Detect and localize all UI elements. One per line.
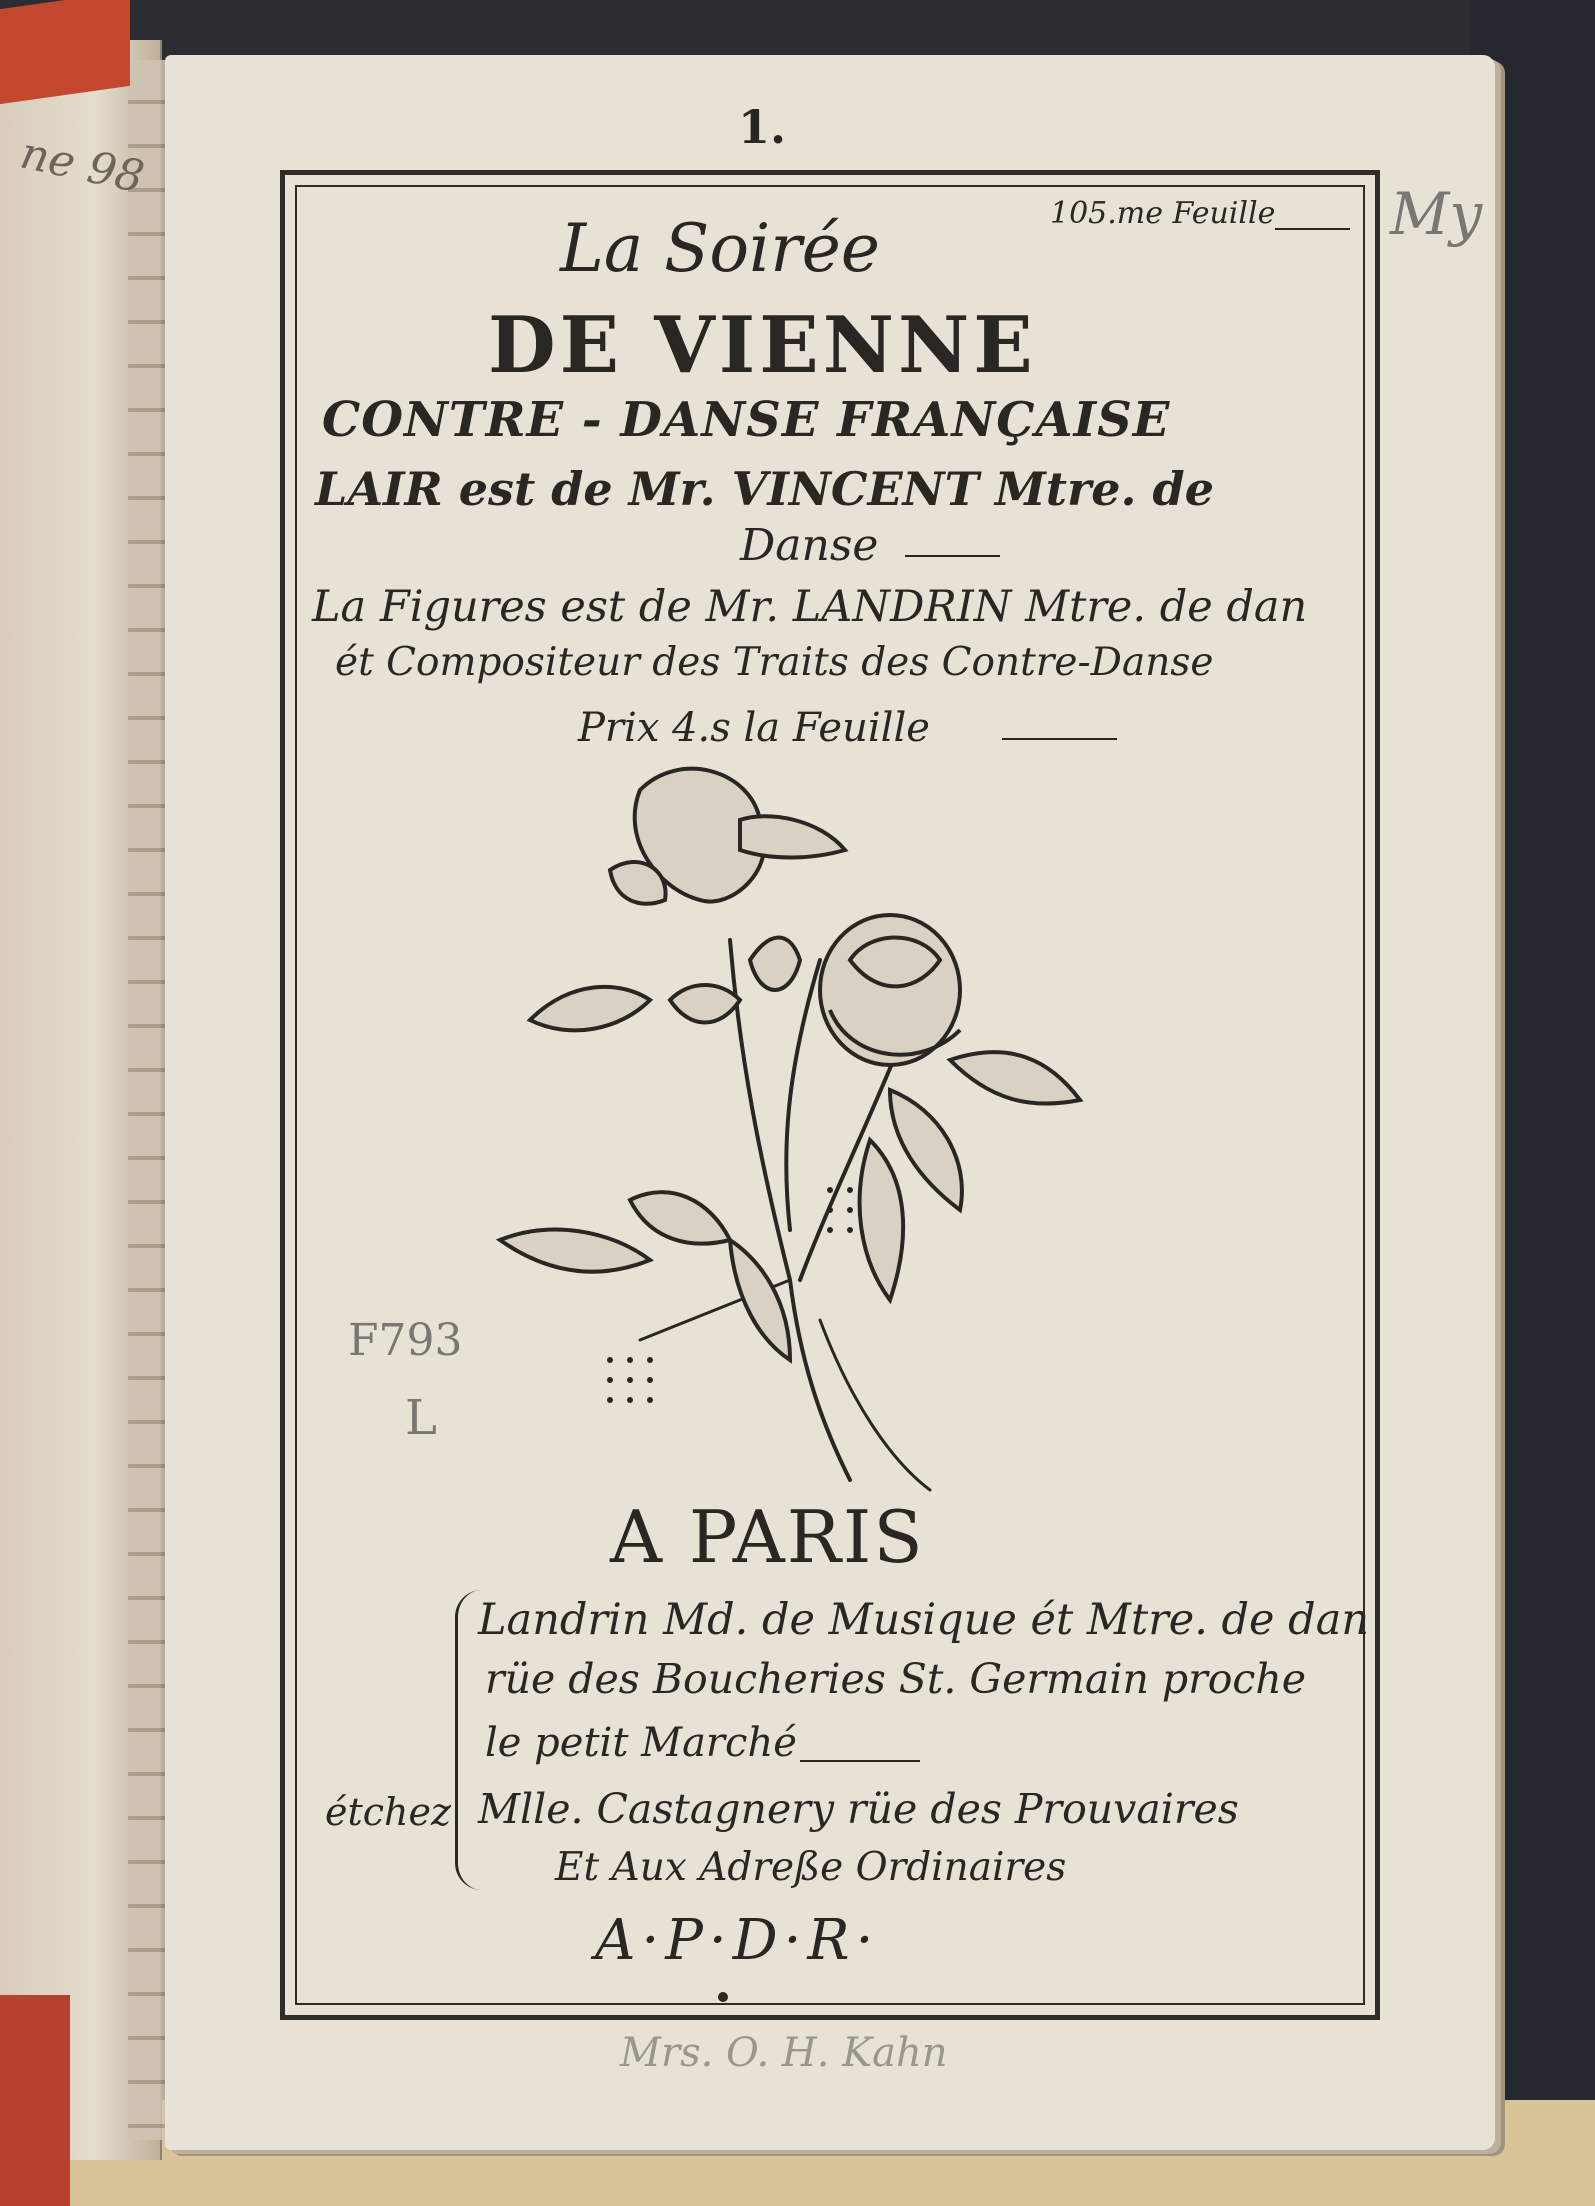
- address-line4: Mlle. Castagnery rüe des Prouvaires: [478, 1785, 1239, 1833]
- composer-line2: Danse: [740, 520, 879, 571]
- privilege-mark: A·P·D·R·: [595, 1908, 880, 1973]
- flower-illustration: [490, 760, 1170, 1500]
- composer-line1: LAIR est de Mr. VINCENT Mtre. de: [315, 462, 1214, 516]
- pencil-note-letter: L: [405, 1390, 437, 1446]
- address-line5: Et Aux Adreße Ordinaires: [555, 1845, 1067, 1890]
- figures-line1: La Figures est de Mr. LANDRIN Mtre. de dan: [312, 582, 1308, 632]
- figures-line2: ét Compositeur des Traits des Contre-Danse: [335, 640, 1214, 685]
- pencil-note-side: F793: [348, 1315, 463, 1366]
- subtitle: CONTRE - DANSE FRANÇAISE: [322, 392, 1171, 448]
- page-number: 1.: [738, 100, 787, 154]
- left-margin-note: ne 98: [16, 127, 149, 204]
- ribbon-bottom: [0, 1995, 70, 2206]
- address-line3: le petit Marché: [485, 1720, 797, 1766]
- city: A PARIS: [610, 1495, 925, 1579]
- pencil-note-top: My: [1390, 180, 1483, 248]
- title-line1: La Soirée: [560, 210, 880, 287]
- address-line1: Landrin Md. de Musique ét Mtre. de dan: [478, 1595, 1370, 1645]
- binding-spine: [128, 60, 168, 2140]
- frame-dot: [718, 1992, 728, 2002]
- title-line2: DE VIENNE: [488, 300, 1037, 391]
- rule: [800, 1760, 920, 1762]
- pencil-note-bottom: Mrs. O. H. Kahn: [620, 2030, 948, 2076]
- ribbon-top: [0, 0, 130, 104]
- rule: [1002, 738, 1117, 740]
- rule: [905, 555, 1000, 557]
- address-line2: rüe des Boucheries St. Germain proche: [485, 1655, 1307, 1703]
- address-prefix: étchez: [325, 1790, 452, 1834]
- price: Prix 4.s la Feuille: [578, 705, 930, 751]
- rule: [1275, 228, 1350, 230]
- sheet-number: 105.me Feuille: [1050, 196, 1276, 231]
